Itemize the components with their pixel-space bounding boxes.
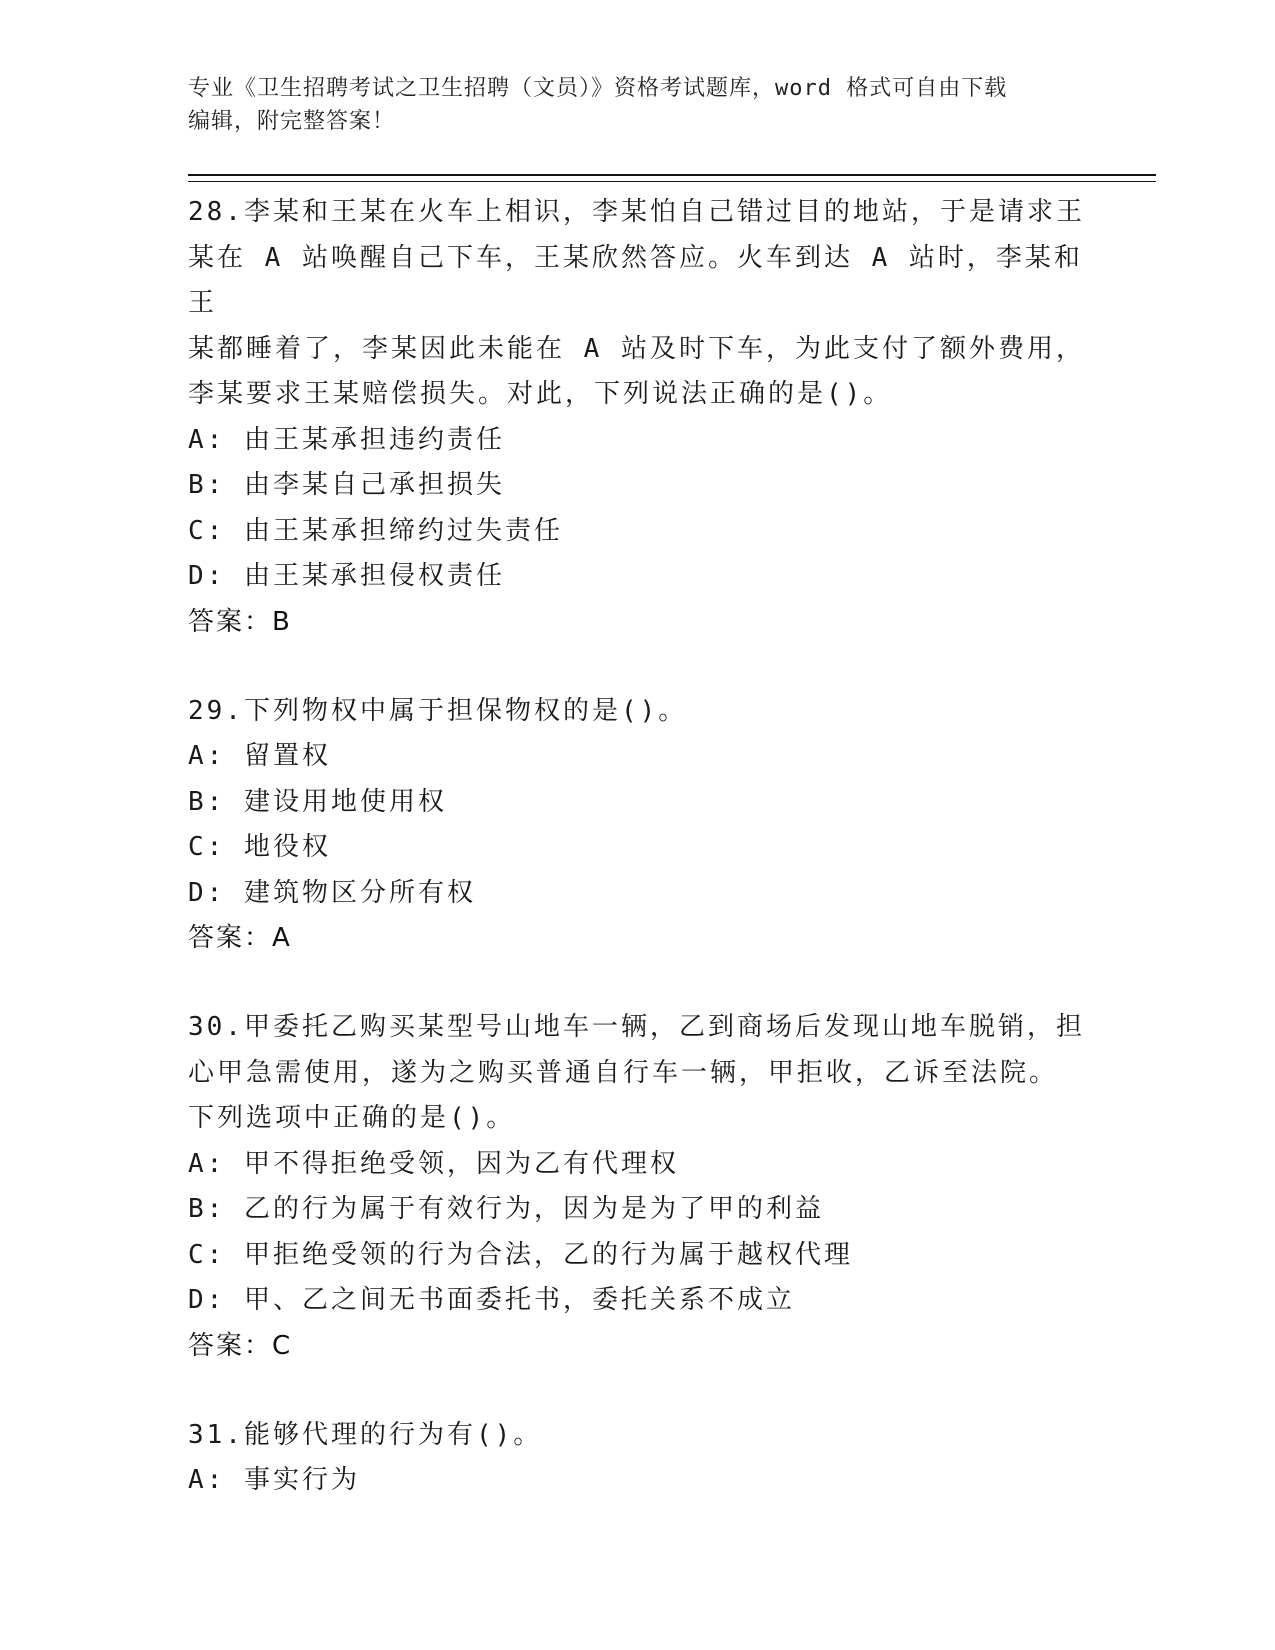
question-text-line: 某都睡着了，李某因此未能在 A 站及时下车，为此支付了额外费用， [188, 333, 1085, 364]
header-line-1: 专业《卫生招聘考试之卫生招聘（文员）》资格考试题库，word 格式可自由下载 [188, 76, 1008, 101]
option-b: B: 由李某自己承担损失 [188, 470, 505, 500]
question-text-line: 某在 A 站唤醒自己下车，王某欣然答应。火车到达 A 站时，李某和王 [188, 242, 1083, 318]
question-30 [188, 1005, 1088, 1369]
option-d: D: 甲、乙之间无书面委托书，委托关系不成立 [188, 1285, 795, 1315]
question-text-line: 31.能够代理的行为有()。 [188, 1419, 543, 1450]
option-a: A: 由王某承担违约责任 [188, 424, 505, 455]
option-a: A: 事实行为 [188, 1465, 360, 1495]
header-line-2: 编辑，附完整答案！ [188, 109, 396, 134]
option-c: C: 地役权 [188, 832, 331, 862]
document-header [188, 72, 1068, 138]
question-text-line: 30.甲委托乙购买某型号山地车一辆，乙到商场后发现山地车脱销，担 [188, 1012, 1085, 1042]
answer-label: 答案：C [188, 1330, 293, 1361]
question-list [188, 190, 1088, 1548]
option-c: C: 甲拒绝受领的行为合法，乙的行为属于越权代理 [188, 1239, 853, 1270]
question-text-line: 李某要求王某赔偿损失。对此，下列说法正确的是()。 [188, 379, 893, 409]
question-text-line: 29.下列物权中属于担保物权的是()。 [188, 695, 688, 726]
header-divider-thick [188, 174, 1156, 176]
option-b: B: 乙的行为属于有效行为，因为是为了甲的利益 [188, 1194, 824, 1224]
option-b: B: 建设用地使用权 [188, 786, 447, 817]
answer-label: 答案：B [188, 606, 292, 637]
option-a: A: 留置权 [188, 741, 331, 771]
option-d: D: 由王某承担侵权责任 [188, 561, 505, 591]
answer-label: 答案：A [188, 923, 292, 953]
question-text-line: 28.李某和王某在火车上相识，李某怕自己错过目的地站，于是请求王 [188, 197, 1085, 227]
header-divider-thin [188, 181, 1156, 182]
question-29 [188, 689, 1088, 962]
option-a: A: 甲不得拒绝受领，因为乙有代理权 [188, 1148, 679, 1179]
option-d: D: 建筑物区分所有权 [188, 877, 476, 908]
question-text-line: 心甲急需使用，遂为之购买普通自行车一辆，甲拒收，乙诉至法院。 [188, 1057, 1059, 1088]
question-28 [188, 190, 1088, 645]
option-c: C: 由王某承担缔约过失责任 [188, 515, 563, 546]
question-31 [188, 1413, 1088, 1504]
question-text-line: 下列选项中正确的是()。 [188, 1103, 516, 1133]
